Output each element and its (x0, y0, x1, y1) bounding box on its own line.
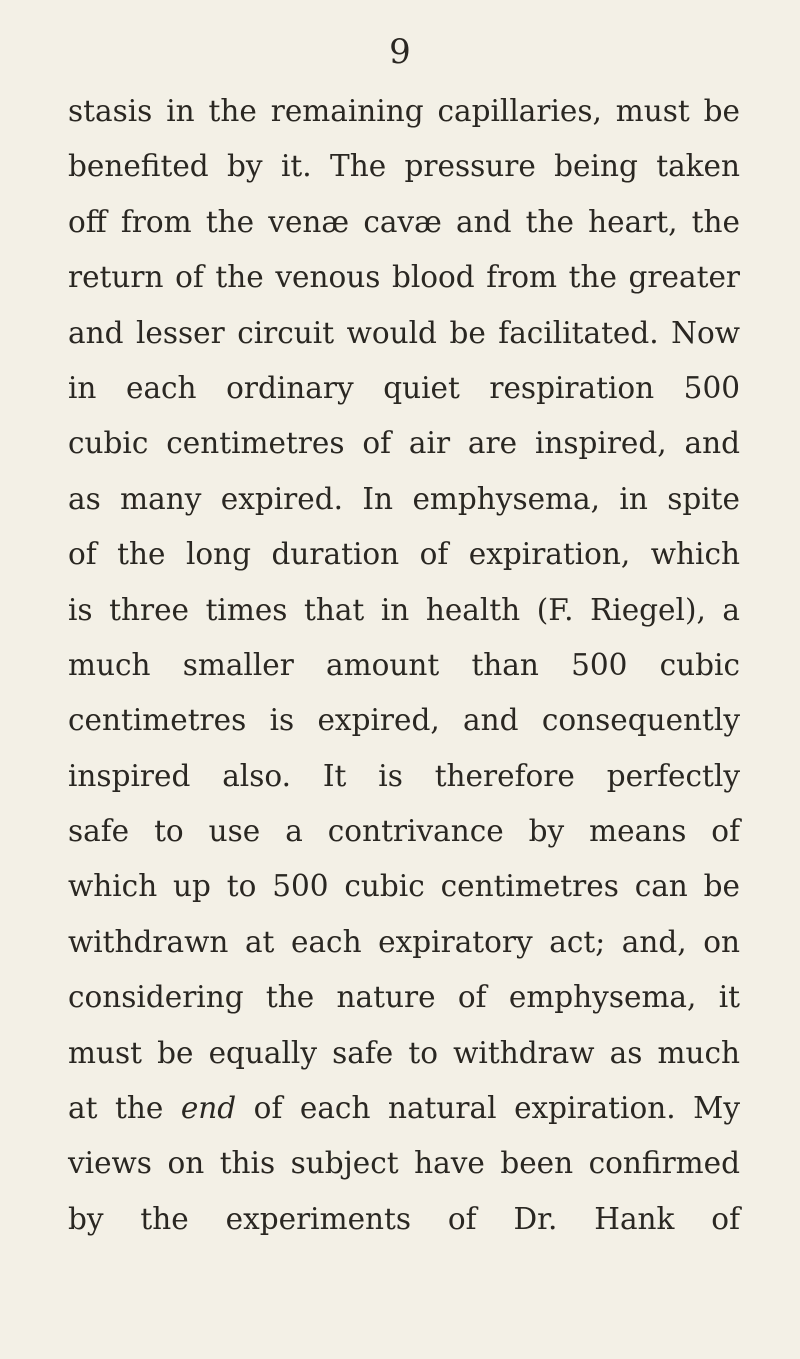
text-line: must be equally safe to withdraw as much (68, 1035, 740, 1070)
text-line: return of the venous blood from the greater (68, 260, 740, 295)
text-line: stasis in the remaining capillaries, must be (68, 94, 740, 128)
text-segment: of each natural expiration. My (236, 1091, 740, 1126)
text-line: safe to use a contrivance by means of (68, 814, 740, 849)
text-line: as many expired. In emphysema, in spite (68, 481, 740, 516)
text-line: of the long duration of expiration, which (68, 537, 740, 572)
text-line: is three times that in health (F. Riegel), a (68, 592, 740, 627)
text-line: much smaller amount than 500 cubic (68, 647, 740, 682)
italic-word: end (180, 1091, 237, 1126)
body-text (68, 84, 740, 1247)
page-number: 9 (389, 32, 411, 72)
text-line: by the experiments of Dr. Hank of (68, 1201, 740, 1236)
text-line: benefited by it. The pressure being taken (68, 149, 740, 184)
text-line: views on this subject have been confirmed (68, 1146, 740, 1181)
text-line: centimetres is expired, and consequently (68, 703, 740, 738)
text-line: considering the nature of emphysema, it (68, 980, 740, 1015)
text-line: in each ordinary quiet respiration 500 (68, 370, 740, 405)
text-segment: at the (68, 1091, 181, 1126)
text-line: which up to 500 cubic centimetres can be (68, 869, 740, 904)
text-line: inspired also. It is therefore perfectly (68, 758, 740, 793)
text-line: off from the venæ cavæ and the heart, the (68, 204, 740, 239)
text-line: and lesser circuit would be facilitated. Now (68, 315, 740, 350)
text-line-with-emphasis (68, 1081, 740, 1136)
text-line: cubic centimetres of air are inspired, and (68, 426, 740, 461)
text-line: withdrawn at each expiratory act; and, on (68, 924, 740, 959)
